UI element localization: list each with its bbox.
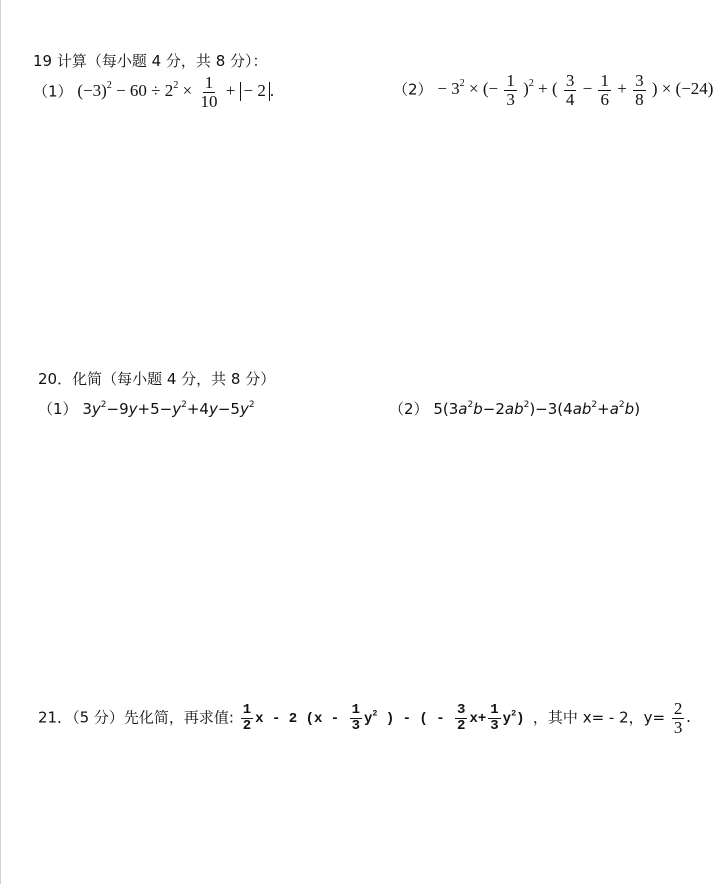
fraction-1-3: $\frac{1}{3}$ [351, 702, 360, 735]
q21-condition: ，其中 x= - 2，y= [532, 708, 666, 727]
q20-part2-label: （2） [389, 400, 429, 418]
absolute-value: − 2 [240, 82, 270, 101]
q20-part1-label: （1） [38, 400, 78, 418]
q19-part1 [33, 74, 274, 111]
fraction-1-3-b: $\frac{1}{3}$ [490, 702, 499, 735]
q20-heading: 20．化简（每小题 4 分，共 8 分） [38, 370, 276, 388]
fraction-1-3: $\frac{1}{3}$ [506, 71, 515, 109]
fraction-1-10: $\frac{1}{10}$ [200, 73, 218, 111]
q19-heading: 19 计算（每小题 4 分，共 8 分）： [33, 52, 268, 70]
page-left-border [0, 0, 1, 884]
q19-part1-expression: $(-3)^2 - 60 \div 2^2$ × $\frac{1}{10}$ + − 2 . [77, 73, 275, 111]
q21-label: 21．（5 分）先化简，再求值: [38, 708, 234, 727]
q20-part2 [389, 398, 640, 419]
q20-part2-expression: $5(3a^2b-2ab^2)-3(4ab^2+a^2b)$ [433, 399, 641, 418]
q21 [38, 700, 691, 737]
q20-part1-expression: $3y^2-9y+5-y^2+4y-5y^2$ [82, 399, 255, 418]
q21-y-value: $\frac{2}{3}$ . [673, 699, 691, 737]
fraction-1-6: $\frac{1}{6}$ [600, 71, 609, 109]
fraction-3-2: $\frac{3}{2}$ [457, 702, 466, 735]
fraction-2-3: $\frac{2}{3}$ [673, 699, 683, 737]
q19-part2-label: （2） [393, 80, 433, 99]
q19-part2 [393, 72, 713, 109]
fraction-3-4: $\frac{3}{4}$ [565, 71, 575, 109]
q21-expression: $\frac{1}{2}$ x - 2 (x - $\frac{1}{3}$ $y^2$ ) - ( - $\frac{3}{2}$ x+ $\frac{1}{3}$ $y^2$) [242, 702, 525, 735]
q19-part2-expression: − $3^2$ × (− $\frac{1}{3}$ )$^2$ + ( $\frac{3}{4}$ − $\frac{1}{6}$ + $\frac{3}{8}$ ) × (−24) [437, 71, 714, 109]
q19-part1-label: （1） [33, 82, 73, 101]
fraction-1-2: $\frac{1}{2}$ [242, 702, 252, 735]
q20-part1 [38, 398, 255, 419]
fraction-3-8: $\frac{3}{8}$ [635, 71, 644, 109]
